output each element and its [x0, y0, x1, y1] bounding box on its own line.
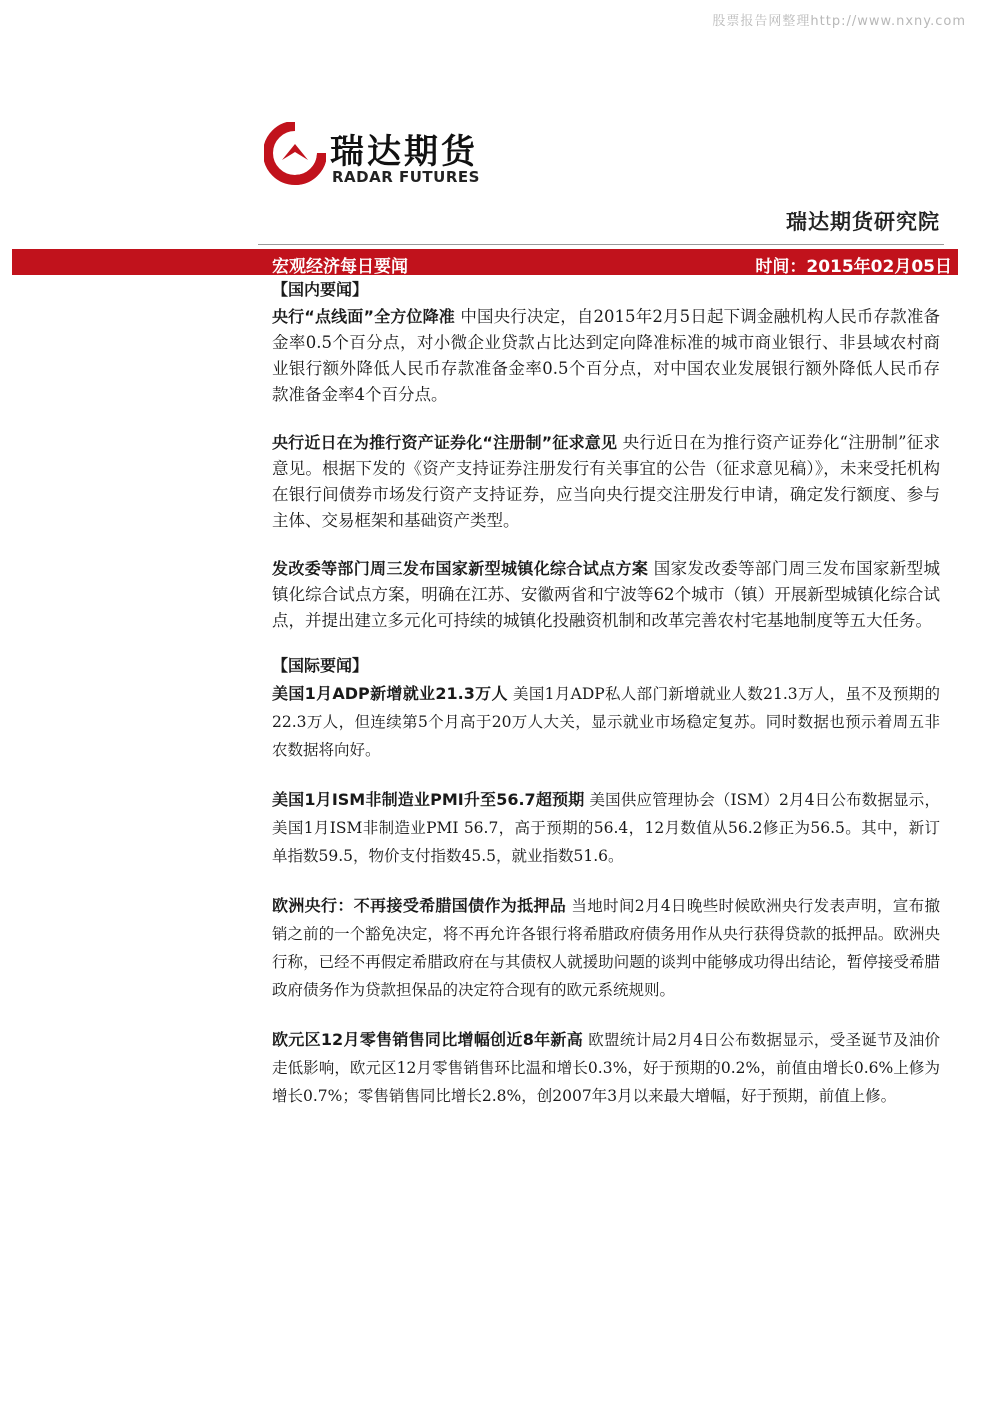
news-body: 美国供应管理协会（ISM）2月4日公布数据显示，美国1月ISM非制造业PMI 56.7，高于预期的56.4，12月数值从56.2修正为56.5。其中，新订单指数59.5，物价支付指数45.5，就业指数51.6。 — [272, 791, 940, 865]
report-title: 宏观经济每日要闻 — [272, 257, 408, 277]
header-divider — [258, 244, 944, 245]
watermark-text: 股票报告网整理http://www.nxny.com — [712, 14, 966, 29]
report-body — [272, 278, 940, 1110]
report-date: 时间：2015年02月05日 — [755, 257, 952, 277]
news-body: 欧盟统计局2月4日公布数据显示，受圣诞节及油价走低影响，欧元区12月零售销售环比温和增长0.3%，好于预期的0.2%，前值由增长0.6%上修为增长0.7%；零售销售同比增长2.8%，创2007年3月以来最大增幅，好于预期，前值上修。 — [272, 1031, 940, 1105]
news-headline: 央行“点线面”全方位降准 — [272, 307, 455, 326]
news-item — [272, 786, 940, 870]
brand-name-en: RADAR FUTURES — [332, 168, 480, 186]
news-headline: 发改委等部门周三发布国家新型城镇化综合试点方案 — [272, 559, 649, 578]
brand-name-cn: 瑞达期货 — [330, 132, 478, 172]
title-banner — [12, 249, 958, 275]
news-item — [272, 892, 940, 1004]
company-logo — [264, 122, 534, 194]
news-item — [272, 680, 940, 764]
news-headline: 央行近日在为推行资产证券化“注册制”征求意见 — [272, 433, 618, 452]
news-item — [272, 556, 940, 634]
news-item — [272, 1026, 940, 1110]
news-body: 美国1月ADP私人部门新增就业人数21.3万人，虽不及预期的22.3万人，但连续第5个月高于20万人大关，显示就业市场稳定复苏。同时数据也预示着周五非农数据将向好。 — [272, 685, 940, 759]
news-body: 央行近日在为推行资产证券化“注册制”征求意见。根据下发的《资产支持证券注册发行有关事宜的公告（征求意见稿）》，未来受托机构在银行间债券市场发行资产支持证券，应当向央行提交注册发行申请，确定发行额度、参与主体、交易框架和基础资产类型。 — [272, 433, 940, 530]
radar-logo-icon — [264, 122, 326, 188]
news-body: 中国央行决定，自2015年2月5日起下调金融机构人民币存款准备金率0.5个百分点，对小微企业贷款占比达到定向降准标准的城市商业银行、非县域农村商业银行额外降低人民币存款准备金率0.5个百分点，对中国农业发展银行额外降低人民币存款准备金率4个百分点。 — [272, 307, 940, 404]
news-item — [272, 430, 940, 534]
news-headline: 美国1月ADP新增就业21.3万人 — [272, 684, 508, 703]
news-headline: 美国1月ISM非制造业PMI升至56.7超预期 — [272, 790, 585, 809]
domestic-heading: 【国内要闻】 — [272, 280, 369, 299]
institute-name: 瑞达期货研究院 — [786, 210, 940, 234]
news-body: 当地时间2月4日晚些时候欧洲央行发表声明，宣布撤销之前的一个豁免决定，将不再允许各银行将希腊政府债务用作从央行获得贷款的抵押品。欧洲央行称，已经不再假定希腊政府在与其债权人就援助问题的谈判中能够成功得出结论，暂停接受希腊政府债务作为贷款担保品的决定符合现有的欧元系统规则。 — [272, 897, 940, 999]
news-item — [272, 304, 940, 408]
news-headline: 欧洲央行：不再接受希腊国债作为抵押品 — [272, 896, 567, 915]
news-headline: 欧元区12月零售销售同比增幅创近8年新高 — [272, 1030, 584, 1049]
international-heading: 【国际要闻】 — [272, 656, 369, 675]
news-body: 国家发改委等部门周三发布国家新型城镇化综合试点方案，明确在江苏、安徽两省和宁波等62个城市（镇）开展新型城镇化综合试点，并提出建立多元化可持续的城镇化投融资机制和改革完善农村宅基地制度等五大任务。 — [272, 559, 940, 630]
